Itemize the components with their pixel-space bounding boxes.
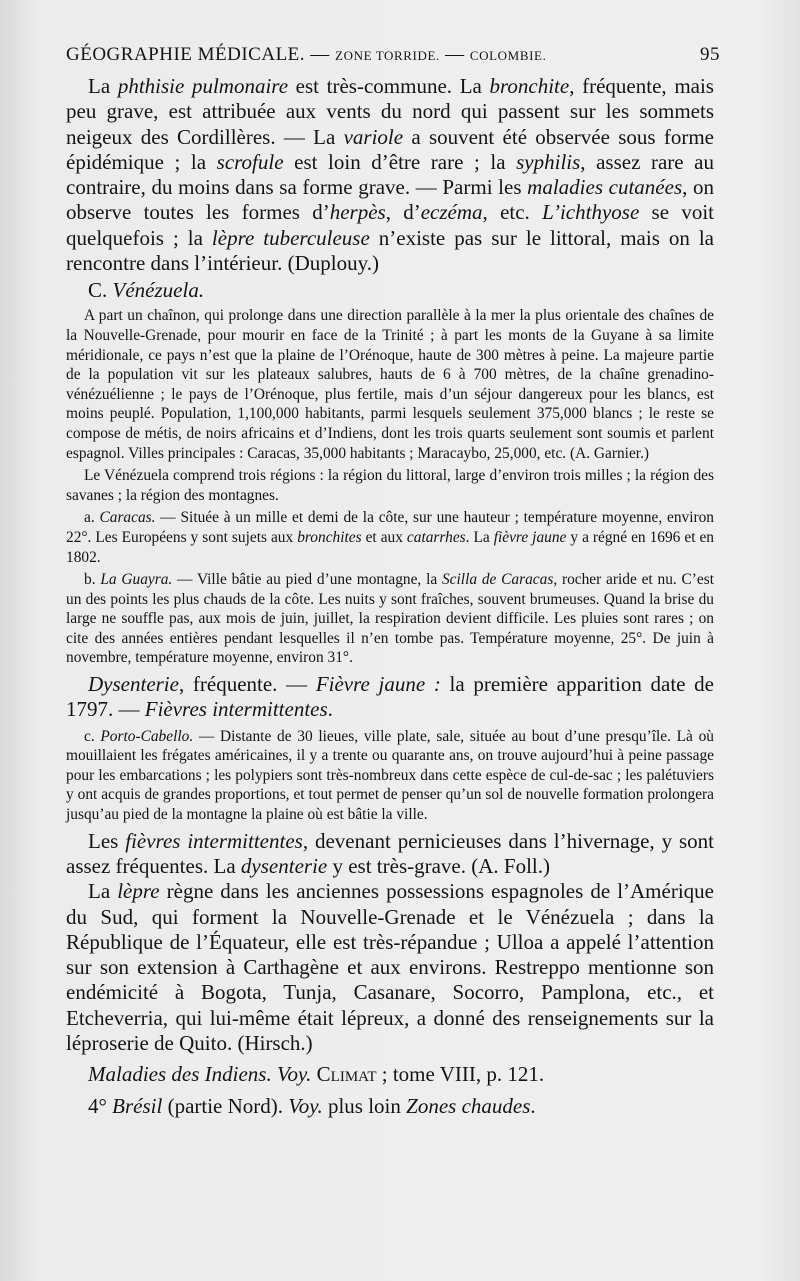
brazil-paragraph: 4° Brésil (partie Nord). Voy. plus loin Zones chaudes. (88, 1093, 536, 1118)
fevers-paragraph: Les fièvres intermittentes, devenant pernicieuses dans l’hivernage, y sont assez fréquentes. La dysenterie y est très-grave. (A. Foll.) (66, 828, 714, 878)
paragraph-diseases: La phthisie pulmonaire est très-commune. La bronchite, fréquente, mais peu grave, est attribuée aux vents du nord qui passent sur les sommets neigeux des Cordillères. — La variole a souvent été observée sous forme épidémique ; la scrofule est loin d’être rare ; la syphilis, assez rare au contraire, du moins dans sa forme grave. — Parmi les maladies cutanées, on observe toutes les formes d’herpès, d’eczéma, etc. L’ichthyose se voit quelquefois ; la lèpre tuberculeuse n’existe pas sur le littoral, mais on la rencontre dans l’intérieur. (Duplouy.) (66, 74, 715, 276)
running-header (66, 44, 720, 66)
header-country: COLOMBIE. (469, 48, 547, 63)
header-title: GÉOGRAPHIE MÉDICALE. (66, 44, 306, 65)
venezuela-geography: A part un chaînon, qui prolonge dans une direction parallèle à la mer la plus orientale des chaînes de la Nouvelle-Grenade, pour mourir en face de la Trinité ; à part les monts de la Guyane à sa limite méridionale, ce pays n’est que la plaine de l’Orénoque, haute de 300 mètres à peine. La majeure partie de la population vit sur les plateaux salubres, hauts de 6 à 700 mètres, de la chaîne grenadino-vénézuélienne ; le pays de l’Orénoque, plus fertile, mais d’un séjour dangereux pour les blancs, est moins peuplé. Population, 1,100,000 habitants, parmi lesquels seulement 375,000 blancs ; le reste se compose de métis, de noirs africains et d’Indiens, dont les trois quarts seulement sont soumis et parlent espagnol. Villes principales : Caracas, 35,000 habitants ; Maracaybo, 25,000, etc. (A. Garnier.) (66, 307, 714, 462)
la-guayra-paragraph: b. La Guayra. — Ville bâtie au pied d’une montagne, la Scilla de Caracas, rocher aride et nu. C’est un des points les plus chauds de la côte. Les nuits y sont fraîches, souvent brumeuses. Quand la brise du large ne souffle pas, aux mois de juin, juillet, la respiration devient difficile. Les pluies sont rares ; on cite des années entières pendant lesquelles il n’en tombe pas. Température moyenne, 25°. De juin à novembre, température moyenne, environ 31°. (66, 571, 715, 667)
header-zone: ZONE TORRIDE. (335, 48, 440, 63)
page-number: 95 (700, 44, 720, 65)
leprosy-paragraph: La lèpre règne dans les anciennes possessions espagnoles de l’Amérique du Sud, qui forment la Nouvelle-Grenade et le Vénézuela ; dans la République de l’Équateur, elle est très-répandue ; Ulloa a appelé l’attention sur son extension à Carthagène et aux environs. Restreppo mentionne son endémicité à Bogota, Tunja, Casanare, Socorro, Pamplona, etc., et Etcheverria, qui lui-même était lépreux, a donné des renseignements sur la léproserie de Quito. (Hirsch.) (66, 879, 714, 1055)
header-left: GÉOGRAPHIE MÉDICALE. — ZONE TORRIDE. — COLOMBIE. (66, 44, 547, 65)
dysentery-paragraph: Dysenterie, fréquente. — Fièvre jaune : la première apparition date de 1797. — Fièvres intermittentes. (66, 672, 714, 722)
porto-cabello-paragraph: c. Porto-Cabello. — Distante de 30 lieues, ville plate, sale, située au bout d’une presqu’île. Là où mouillaient les frégates américaines, il y a trente ou quarante ans, on trouve aujourd’hui à peine passage pour les embarcations ; les polypiers sont très-nombreux dans cette espèce de cul-de-sac ; les palétuviers y ont acquis de grandes proportions, et tout permet de penser qu’un sol de nouvelle formation prolongera jusqu’au pied de la montagne la plaine où est bâtie la ville. (66, 727, 714, 824)
indians-paragraph: Maladies des Indiens. Voy. Climat ; tome VIII, p. 121. (88, 1062, 545, 1087)
venezuela-regions: Le Vénézuela comprend trois régions : la région du littoral, large d’environ trois milles ; la région des savanes ; la région des montagnes. (66, 467, 714, 504)
section-heading: C. Vénézuela. (88, 278, 205, 303)
caracas-paragraph: a. Caracas. — Située à un mille et demi de la côte, sur une hauteur ; température moyenne, environ 22°. Les Européens y sont sujets aux bronchites et aux catarrhes. La fièvre jaune y a régné en 1696 et en 1802. (66, 509, 714, 566)
